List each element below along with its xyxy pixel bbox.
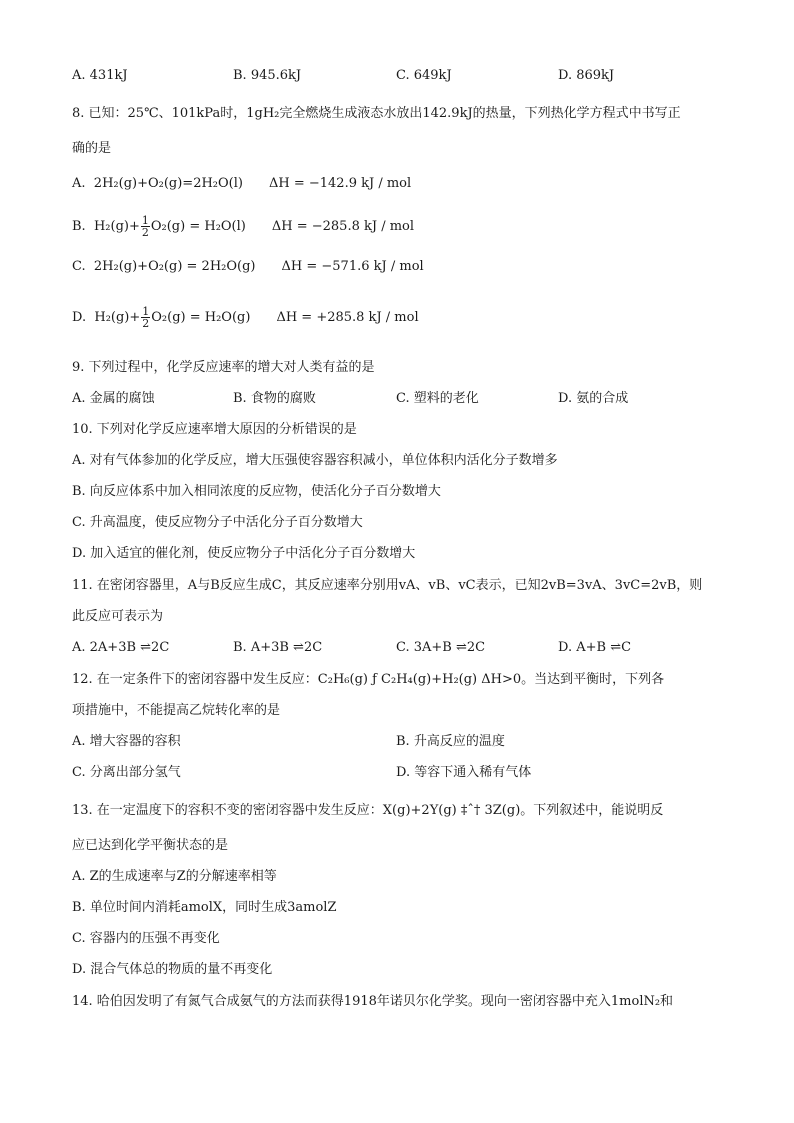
- q9-option-d: D. 氨的合成: [558, 391, 629, 406]
- fraction-one-half: $\frac{1}{2}$: [142, 305, 150, 330]
- q10-option-a: A. 对有气体参加的化学反应，增大压强使容器容积减小，单位体积内活化分子数增多: [72, 453, 558, 468]
- q10-stem: 10. 下列对化学反应速率增大原因的分析错误的是: [72, 422, 357, 437]
- q8-option-a: A. 2H₂(g)+O₂(g)=2H₂O(l) ΔH = −142.9 kJ / mol: [72, 176, 412, 191]
- q13-option-d: D. 混合气体总的物质的量不再变化: [72, 962, 273, 977]
- q13-stem-line1: 13. 在一定温度下的容积不变的密闭容器中发生反应：X(g)+2Y(g) ‡ˆ† 3Z(g)。下列叙述中，能说明反: [72, 803, 664, 818]
- q8-option-b: B. H₂(g)+ $\frac{1}{2}$ O₂(g) = H₂O(l) ΔH = −285.8 kJ / mol: [72, 214, 415, 239]
- q12-option-c: C. 分离出部分氢气: [72, 765, 181, 780]
- q12-option-b: B. 升高反应的温度: [396, 734, 505, 749]
- q13-option-b: B. 单位时间内消耗amolX，同时生成3amolZ: [72, 900, 337, 915]
- q11-stem-line1: 11. 在密闭容器里，A与B反应生成C，其反应速率分别用vA、vB、vC表示，已知2vB=3vA、3vC=2vB，则: [72, 578, 703, 593]
- q14-stem-line1: 14. 哈伯因发明了有氮气合成氨气的方法而获得1918年诺贝尔化学奖。现向一密闭容器中充入1molN₂和: [72, 994, 674, 1009]
- q12-stem-line2: 项措施中，不能提高乙烷转化率的是: [72, 703, 281, 718]
- q9-stem: 9. 下列过程中，化学反应速率的增大对人类有益的是: [72, 360, 375, 375]
- q10-option-d: D. 加入适宜的催化剂，使反应物分子中活化分子百分数增大: [72, 546, 416, 561]
- q7-option-a: A. 431kJ: [72, 68, 128, 83]
- q7-option-c: C. 649kJ: [396, 68, 452, 83]
- q9-option-b: B. 食物的腐败: [233, 391, 316, 406]
- q13-stem-line2: 应已达到化学平衡状态的是: [72, 838, 229, 853]
- q7-option-b: B. 945.6kJ: [233, 68, 302, 83]
- q13-option-a: A. Z的生成速率与Z的分解速率相等: [72, 869, 277, 884]
- q8-stem-line2: 确的是: [72, 141, 112, 156]
- fraction-one-half: $\frac{1}{2}$: [141, 214, 149, 239]
- q11-stem-line2: 此反应可表示为: [72, 609, 164, 624]
- q12-option-a: A. 增大容器的容积: [72, 734, 181, 749]
- q8-option-d: D. H₂(g)+ $\frac{1}{2}$ O₂(g) = H₂O(g) ΔH = +285.8 kJ / mol: [72, 305, 419, 330]
- q11-option-c: C. 3A+B ⇌2C: [396, 640, 486, 655]
- q13-option-c: C. 容器内的压强不再变化: [72, 931, 220, 946]
- q10-option-c: C. 升高温度，使反应物分子中活化分子百分数增大: [72, 515, 363, 530]
- q8-stem-line1: 8. 已知：25℃、101kPa时，1gH₂完全燃烧生成液态水放出142.9kJ的热量，下列热化学方程式中书写正: [72, 106, 681, 121]
- q11-option-a: A. 2A+3B ⇌2C: [72, 640, 170, 655]
- q10-option-b: B. 向反应体系中加入相同浓度的反应物，使活化分子百分数增大: [72, 484, 441, 499]
- q7-option-d: D. 869kJ: [558, 68, 615, 83]
- q9-option-a: A. 金属的腐蚀: [72, 391, 155, 406]
- q11-option-b: B. A+3B ⇌2C: [233, 640, 323, 655]
- q8-option-c: C. 2H₂(g)+O₂(g) = 2H₂O(g) ΔH = −571.6 kJ / mol: [72, 259, 424, 274]
- q12-stem-line1: 12. 在一定条件下的密闭容器中发生反应：C₂H₆(g) ƒ C₂H₄(g)+H₂(g) ΔH>0。当达到平衡时，下列各: [72, 672, 665, 687]
- q9-option-c: C. 塑料的老化: [396, 391, 479, 406]
- q12-option-d: D. 等容下通入稀有气体: [396, 765, 532, 780]
- q11-option-d: D. A+B ⇌C: [558, 640, 632, 655]
